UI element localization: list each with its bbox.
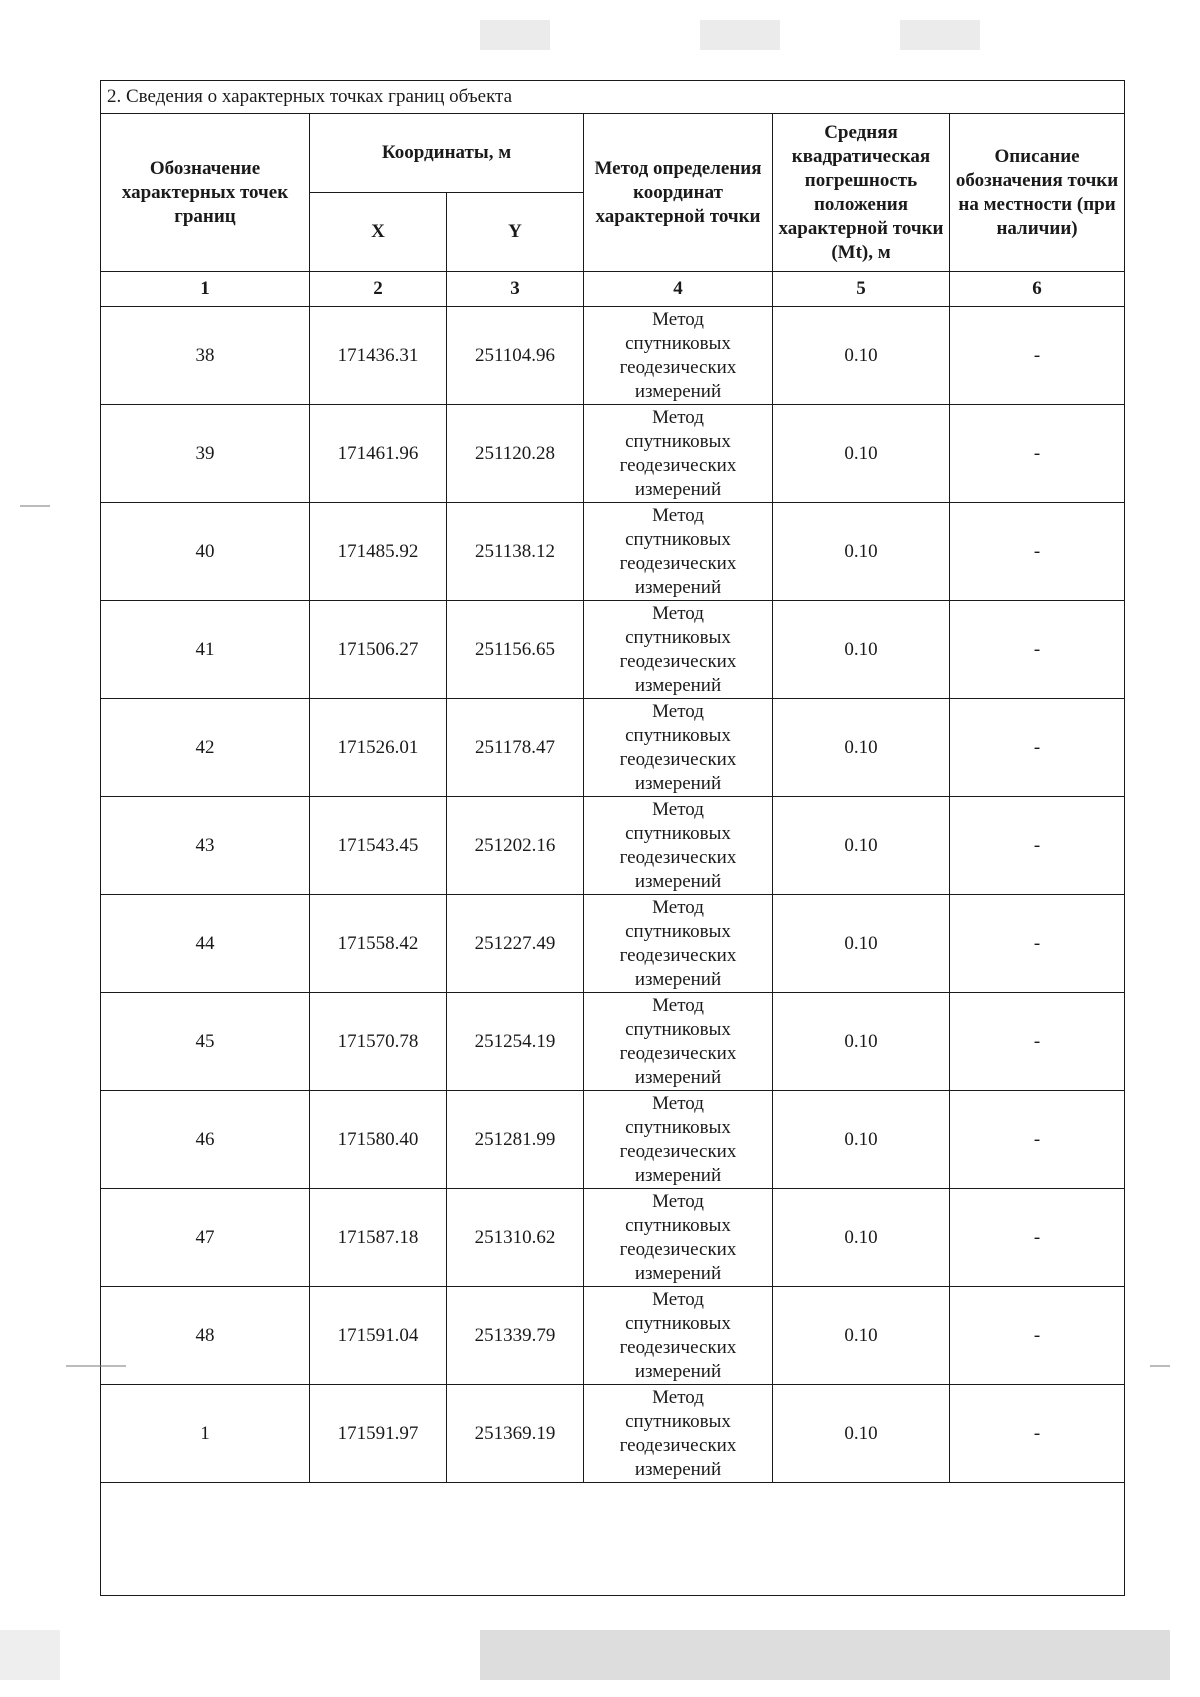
method-text-line: Метод <box>652 994 704 1016</box>
y-coordinate-cell: 251156.65 <box>447 601 584 699</box>
description-cell: - <box>950 993 1125 1091</box>
method-text-line: измерений <box>634 968 722 990</box>
description-cell: - <box>950 1385 1125 1483</box>
method-cell <box>584 993 773 1091</box>
table-row <box>101 699 1125 797</box>
x-coordinate-cell: 171461.96 <box>310 405 447 503</box>
method-text-line: спутниковых <box>625 528 731 550</box>
point-cell: 42 <box>101 699 310 797</box>
error-cell: 0.10 <box>773 797 950 895</box>
method-text-line: геодезических <box>619 356 737 378</box>
y-coordinate-cell: 251202.16 <box>447 797 584 895</box>
method-text-line: Метод <box>652 602 704 624</box>
x-coordinate-cell: 171436.31 <box>310 307 447 405</box>
method-text-line: измерений <box>634 1360 722 1382</box>
header-y: Y <box>447 193 584 272</box>
table-row <box>101 1385 1125 1483</box>
scan-mark <box>0 1630 60 1680</box>
x-coordinate-cell: 171526.01 <box>310 699 447 797</box>
boundary-points-table <box>100 80 1125 1596</box>
method-text-line: геодезических <box>619 454 737 476</box>
method-text-line: измерений <box>634 576 722 598</box>
scan-mark <box>20 505 50 507</box>
x-coordinate-cell: 171591.04 <box>310 1287 447 1385</box>
method-cell <box>584 895 773 993</box>
error-cell: 0.10 <box>773 993 950 1091</box>
method-text-line: спутниковых <box>625 626 731 648</box>
method-text-line: геодезических <box>619 1336 737 1358</box>
y-coordinate-cell: 251281.99 <box>447 1091 584 1189</box>
method-text-line: Метод <box>652 896 704 918</box>
method-text-line: измерений <box>634 674 722 696</box>
method-text-line: измерений <box>634 1066 722 1088</box>
method-text-line: Метод <box>652 308 704 330</box>
description-cell: - <box>950 1189 1125 1287</box>
description-cell: - <box>950 1091 1125 1189</box>
x-coordinate-cell: 171485.92 <box>310 503 447 601</box>
table-row <box>101 1287 1125 1385</box>
method-text-line: Метод <box>652 504 704 526</box>
header-x: X <box>310 193 447 272</box>
section-title: 2. Сведения о характерных точках границ объекта <box>101 81 1125 114</box>
method-text-line: спутниковых <box>625 724 731 746</box>
table-row <box>101 503 1125 601</box>
method-cell <box>584 307 773 405</box>
table-row <box>101 895 1125 993</box>
method-cell <box>584 1385 773 1483</box>
header-description: Описание обозначения точки на местности (при наличии) <box>950 114 1125 272</box>
column-number: 3 <box>447 272 584 307</box>
description-cell: - <box>950 503 1125 601</box>
method-text-line: спутниковых <box>625 1214 731 1236</box>
method-text-line: геодезических <box>619 1238 737 1260</box>
method-text-line: Метод <box>652 1092 704 1114</box>
x-coordinate-cell: 171506.27 <box>310 601 447 699</box>
scan-mark <box>900 20 980 50</box>
column-number: 5 <box>773 272 950 307</box>
scan-mark <box>66 1365 126 1367</box>
column-number: 4 <box>584 272 773 307</box>
method-text-line: измерений <box>634 478 722 500</box>
x-coordinate-cell: 171570.78 <box>310 993 447 1091</box>
x-coordinate-cell: 171580.40 <box>310 1091 447 1189</box>
method-text-line: Метод <box>652 1386 704 1408</box>
error-cell: 0.10 <box>773 699 950 797</box>
error-cell: 0.10 <box>773 1189 950 1287</box>
point-cell: 40 <box>101 503 310 601</box>
description-cell: - <box>950 895 1125 993</box>
method-text-line: спутниковых <box>625 1116 731 1138</box>
method-text-line: Метод <box>652 1190 704 1212</box>
method-text-line: геодезических <box>619 1042 737 1064</box>
method-cell <box>584 1091 773 1189</box>
method-text-line: геодезических <box>619 748 737 770</box>
point-cell: 46 <box>101 1091 310 1189</box>
scan-mark <box>1150 1365 1170 1367</box>
method-text-line: геодезических <box>619 650 737 672</box>
table-row <box>101 1189 1125 1287</box>
error-cell: 0.10 <box>773 307 950 405</box>
error-cell: 0.10 <box>773 1091 950 1189</box>
method-text-line: спутниковых <box>625 1018 731 1040</box>
y-coordinate-cell: 251310.62 <box>447 1189 584 1287</box>
method-text-line: измерений <box>634 380 722 402</box>
method-cell <box>584 405 773 503</box>
table-row <box>101 1091 1125 1189</box>
y-coordinate-cell: 251138.12 <box>447 503 584 601</box>
x-coordinate-cell: 171587.18 <box>310 1189 447 1287</box>
table-row <box>101 797 1125 895</box>
point-cell: 48 <box>101 1287 310 1385</box>
method-cell <box>584 699 773 797</box>
method-text-line: спутниковых <box>625 1312 731 1334</box>
column-number: 6 <box>950 272 1125 307</box>
description-cell: - <box>950 699 1125 797</box>
x-coordinate-cell: 171558.42 <box>310 895 447 993</box>
method-text-line: спутниковых <box>625 1410 731 1432</box>
point-cell: 44 <box>101 895 310 993</box>
point-cell: 47 <box>101 1189 310 1287</box>
method-text-line: измерений <box>634 1164 722 1186</box>
table-row <box>101 993 1125 1091</box>
error-cell: 0.10 <box>773 503 950 601</box>
table-row <box>101 601 1125 699</box>
method-text-line: измерений <box>634 870 722 892</box>
method-text-line: измерений <box>634 772 722 794</box>
method-text-line: геодезических <box>619 944 737 966</box>
method-text-line: геодезических <box>619 846 737 868</box>
table-row <box>101 307 1125 405</box>
error-cell: 0.10 <box>773 405 950 503</box>
y-coordinate-cell: 251120.28 <box>447 405 584 503</box>
error-cell: 0.10 <box>773 895 950 993</box>
method-text-line: Метод <box>652 700 704 722</box>
method-text-line: спутниковых <box>625 332 731 354</box>
method-text-line: геодезических <box>619 1140 737 1162</box>
method-cell <box>584 1287 773 1385</box>
method-text-line: Метод <box>652 798 704 820</box>
error-cell: 0.10 <box>773 601 950 699</box>
method-text-line: спутниковых <box>625 920 731 942</box>
method-cell <box>584 503 773 601</box>
method-cell <box>584 1189 773 1287</box>
point-cell: 39 <box>101 405 310 503</box>
y-coordinate-cell: 251339.79 <box>447 1287 584 1385</box>
x-coordinate-cell: 171543.45 <box>310 797 447 895</box>
method-text-line: измерений <box>634 1262 722 1284</box>
header-error: Средняя квадратическая погрешность положения характерной точки (Mt), м <box>773 114 950 272</box>
header-coordinates: Координаты, м <box>310 114 584 193</box>
scan-mark <box>480 20 550 50</box>
table-row <box>101 405 1125 503</box>
method-cell <box>584 797 773 895</box>
y-coordinate-cell: 251178.47 <box>447 699 584 797</box>
description-cell: - <box>950 1287 1125 1385</box>
method-text-line: геодезических <box>619 552 737 574</box>
y-coordinate-cell: 251104.96 <box>447 307 584 405</box>
table-footer-row <box>101 1483 1125 1596</box>
x-coordinate-cell: 171591.97 <box>310 1385 447 1483</box>
description-cell: - <box>950 405 1125 503</box>
empty-footer-cell <box>101 1483 1125 1596</box>
description-cell: - <box>950 601 1125 699</box>
method-text-line: измерений <box>634 1458 722 1480</box>
method-text-line: спутниковых <box>625 430 731 452</box>
description-cell: - <box>950 797 1125 895</box>
error-cell: 0.10 <box>773 1385 950 1483</box>
error-cell: 0.10 <box>773 1287 950 1385</box>
point-cell: 38 <box>101 307 310 405</box>
y-coordinate-cell: 251227.49 <box>447 895 584 993</box>
method-text-line: спутниковых <box>625 822 731 844</box>
column-number: 1 <box>101 272 310 307</box>
description-cell: - <box>950 307 1125 405</box>
scan-mark <box>480 1630 1170 1680</box>
point-cell: 1 <box>101 1385 310 1483</box>
point-cell: 45 <box>101 993 310 1091</box>
method-cell <box>584 601 773 699</box>
method-text-line: Метод <box>652 406 704 428</box>
point-cell: 41 <box>101 601 310 699</box>
point-cell: 43 <box>101 797 310 895</box>
column-number: 2 <box>310 272 447 307</box>
y-coordinate-cell: 251369.19 <box>447 1385 584 1483</box>
header-point: Обозначение характерных точек границ <box>101 114 310 272</box>
method-text-line: геодезических <box>619 1434 737 1456</box>
y-coordinate-cell: 251254.19 <box>447 993 584 1091</box>
scan-mark <box>700 20 780 50</box>
method-text-line: Метод <box>652 1288 704 1310</box>
header-method: Метод определения координат характерной точки <box>584 114 773 272</box>
